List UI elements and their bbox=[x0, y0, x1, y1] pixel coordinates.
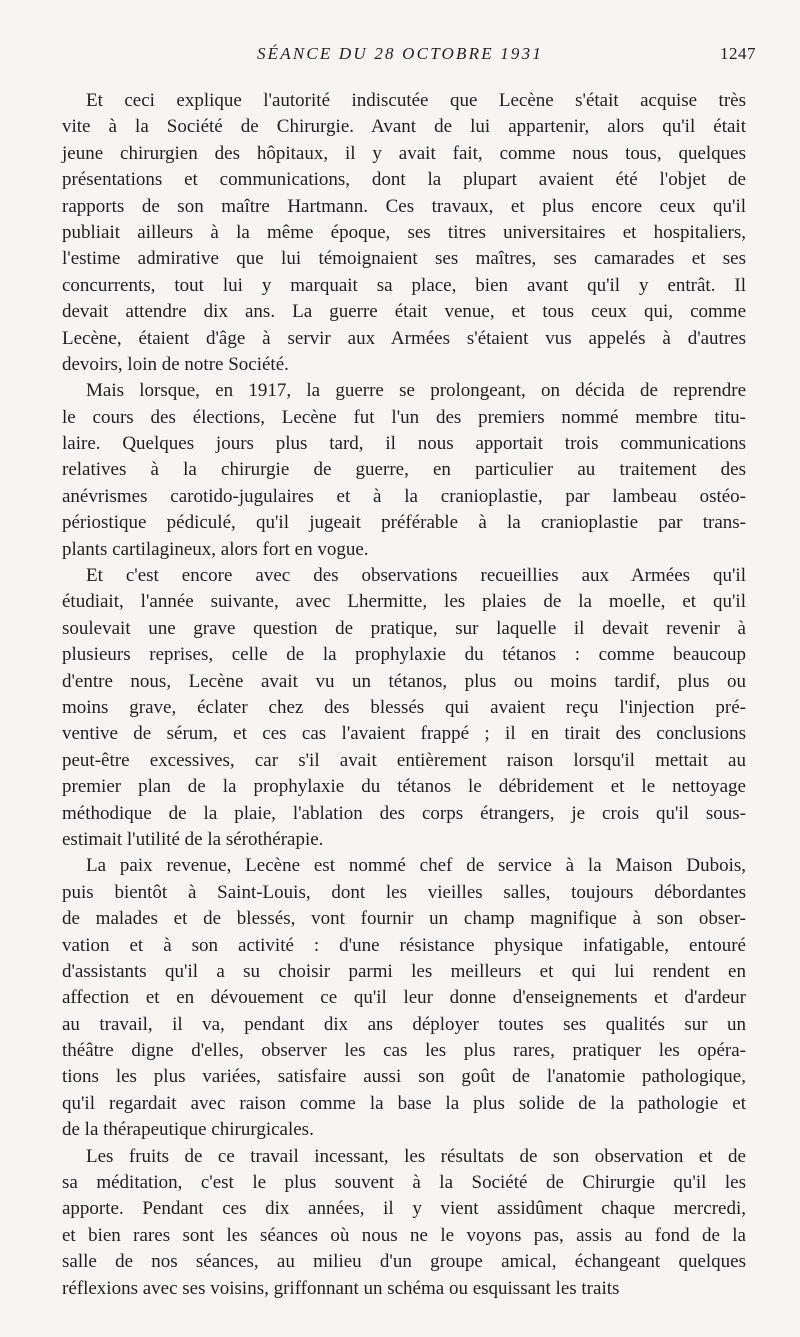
text-line: périostique pédiculé, qu'il jugeait préférable à la cranioplastie par trans- bbox=[62, 512, 746, 534]
text-line: vite à la Société de Chirurgie. Avant de lui appartenir, alors qu'il était bbox=[62, 116, 746, 138]
text-line: Et c'est encore avec des observations recueillies aux Armées qu'il bbox=[86, 565, 746, 587]
text-line: laire. Quelques jours plus tard, il nous apportait trois communications bbox=[62, 433, 746, 455]
body-text bbox=[62, 88, 746, 1302]
paragraph bbox=[62, 88, 746, 378]
text-line: La paix revenue, Lecène est nommé chef de service à la Maison Dubois, bbox=[86, 855, 746, 877]
text-line: le cours des élections, Lecène fut l'un des premiers nommé membre titu- bbox=[62, 406, 746, 428]
text-line: puis bientôt à Saint-Louis, dont les vieilles salles, toujours débordantes bbox=[62, 881, 746, 903]
text-line: devoirs, loin de notre Société. bbox=[62, 353, 289, 375]
text-line: concurrents, tout lui y marquait sa place, bien avant qu'il y entrât. Il bbox=[62, 274, 746, 296]
text-line: affection et en dévouement ce qu'il leur donne d'enseignements et d'ardeur bbox=[62, 987, 746, 1009]
text-line: étudiait, l'année suivante, avec Lhermitte, les plaies de la moelle, et qu'il bbox=[62, 591, 746, 613]
text-line: plusieurs reprises, celle de la prophylaxie du tétanos : comme beaucoup bbox=[62, 644, 746, 666]
text-line: ventive de sérum, et ces cas l'avaient frappé ; il en tirait des conclusions bbox=[62, 723, 746, 745]
text-line: relatives à la chirurgie de guerre, en particulier au traitement des bbox=[62, 459, 746, 481]
text-line: tions les plus variées, satisfaire aussi son goût de l'anatomie pathologique, bbox=[62, 1066, 746, 1088]
page-number: 1247 bbox=[720, 44, 756, 63]
text-line: et bien rares sont les séances où nous ne le voyons pas, assis au fond de la bbox=[62, 1224, 746, 1246]
text-line: théâtre digne d'elles, observer les cas les plus rares, pratiquer les opéra- bbox=[62, 1040, 746, 1062]
text-line: Les fruits de ce travail incessant, les résultats de son observation et de bbox=[86, 1145, 746, 1167]
text-line: d'assistants qu'il a su choisir parmi les meilleurs et qui lui rendent en bbox=[62, 960, 746, 982]
paragraph bbox=[62, 853, 746, 1143]
text-line: Lecène, étaient d'âge à servir aux Armées s'étaient vus appelés à d'autres bbox=[62, 327, 746, 349]
running-title: SÉANCE DU 28 OCTOBRE 1931 bbox=[256, 44, 544, 63]
text-line: jeune chirurgien des hôpitaux, il y avait fait, comme nous tous, quelques bbox=[62, 142, 746, 164]
text-line: publiait ailleurs à la même époque, ses titres universitaires et hospitaliers, bbox=[62, 221, 746, 243]
text-line: anévrismes carotido-jugulaires et à la cranioplastie, par lambeau ostéo- bbox=[62, 485, 746, 507]
text-line: salle de nos séances, au milieu d'un groupe amical, échangeant quelques bbox=[62, 1251, 746, 1273]
text-line: méthodique de la plaie, l'ablation des corps étrangers, je crois qu'il sous- bbox=[62, 802, 746, 824]
text-line: réflexions avec ses voisins, griffonnant un schéma ou esquissant les traits bbox=[62, 1277, 620, 1299]
text-line: Et ceci explique l'autorité indiscutée que Lecène s'était acquise très bbox=[86, 90, 746, 111]
text-line: premier plan de la prophylaxie du tétanos le débridement et le nettoyage bbox=[62, 776, 746, 798]
text-line: soulevait une grave question de pratique, sur laquelle il devait revenir à bbox=[62, 617, 746, 639]
paragraph bbox=[62, 1144, 746, 1302]
text-line: d'entre nous, Lecène avait vu un tétanos, plus ou moins tardif, plus ou bbox=[62, 670, 746, 692]
text-line: qu'il regardait avec raison comme la base la plus solide de la pathologie et bbox=[62, 1092, 746, 1114]
text-line: estimait l'utilité de la sérothérapie. bbox=[62, 828, 324, 850]
text-line: moins grave, éclater chez des blessés qui avaient reçu l'injection pré- bbox=[62, 696, 746, 718]
text-line: devait attendre dix ans. La guerre était venue, et tous ceux qui, comme bbox=[62, 301, 746, 323]
text-line: Mais lorsque, en 1917, la guerre se prolongeant, on décida de reprendre bbox=[86, 380, 746, 402]
text-line: de malades et de blessés, vont fournir un champ magnifique à son obser- bbox=[62, 908, 746, 930]
text-line: présentations et communications, dont la plupart avaient été l'objet de bbox=[62, 169, 746, 191]
text-line: sa méditation, c'est le plus souvent à la Société de Chirurgie qu'il les bbox=[62, 1172, 746, 1194]
text-line: l'estime admirative que lui témoignaient ses maîtres, ses camarades et ses bbox=[62, 248, 746, 270]
text-line: au travail, il va, pendant dix ans déployer toutes ses qualités sur un bbox=[62, 1013, 746, 1035]
paragraph bbox=[62, 563, 746, 853]
text-line: plants cartilagineux, alors fort en vogue. bbox=[62, 538, 369, 560]
text-line: rapports de son maître Hartmann. Ces travaux, et plus encore ceux qu'il bbox=[62, 195, 746, 217]
running-head bbox=[0, 44, 800, 70]
text-line: de la thérapeutique chirurgicales. bbox=[62, 1119, 314, 1141]
text-line: peut-être excessives, car s'il avait entièrement raison lorsqu'il mettait au bbox=[62, 749, 746, 771]
text-line: vation et à son activité : d'une résistance physique infatigable, entouré bbox=[62, 934, 746, 956]
text-line: apporte. Pendant ces dix années, il y vient assidûment chaque mercredi, bbox=[62, 1198, 746, 1220]
paragraph bbox=[62, 378, 746, 563]
